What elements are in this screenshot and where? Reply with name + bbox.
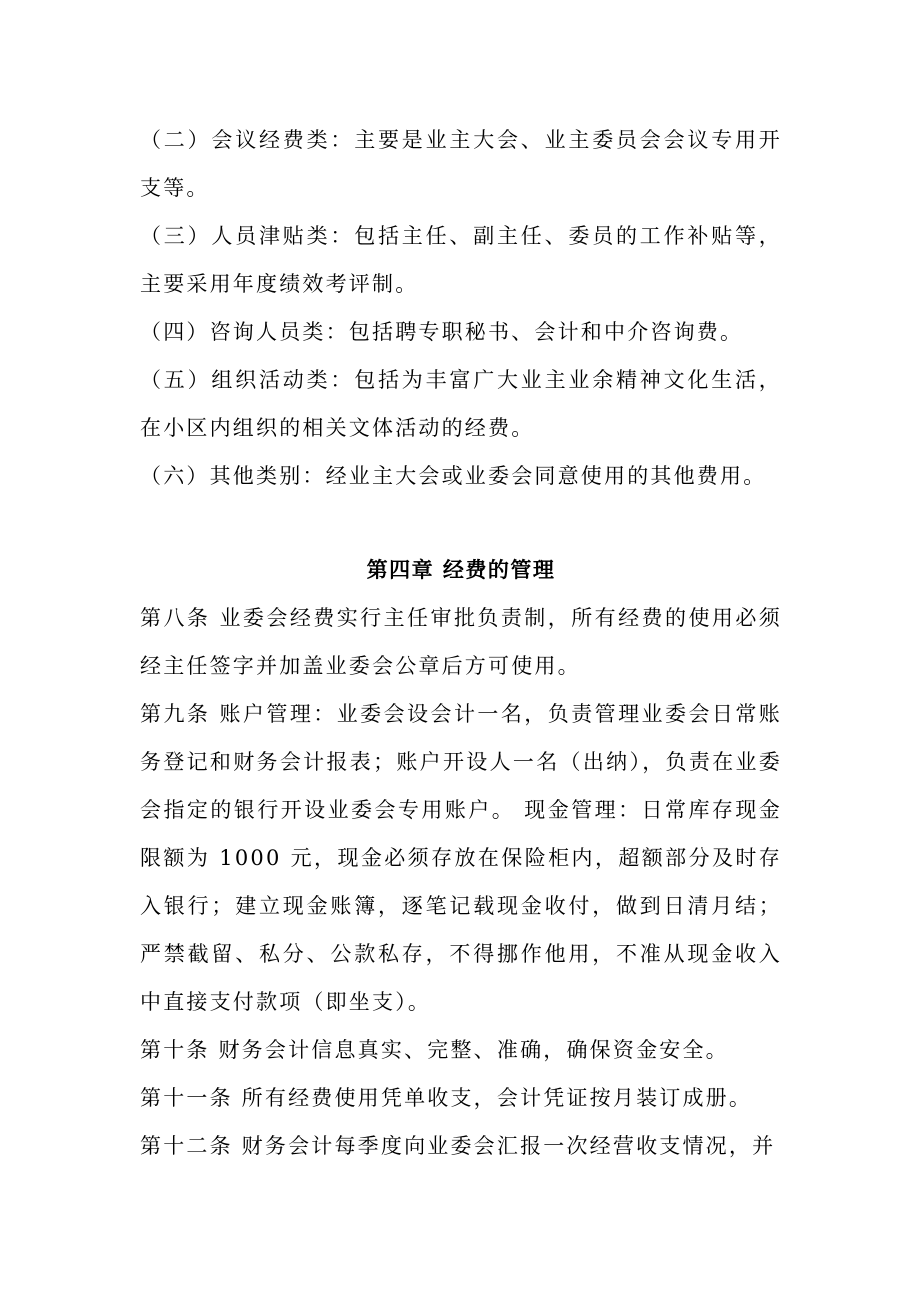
chapter-heading: 第四章 经费的管理 <box>366 557 556 582</box>
article-10: 第十条 财务会计信息真实、完整、准确，确保资金安全。 <box>140 1038 729 1062</box>
article-11: 第十一条 所有经费使用凭单收支，会计凭证按月装订成册。 <box>140 1086 753 1110</box>
list-item-other-categories: （六）其他类别：经业主大会或业委会同意使用的其他费用。 <box>140 464 767 488</box>
list-item-personnel-allowance: （三）人员津贴类：包括主任、副主任、委员的工作补贴等，主要采用年度绩效考评制。 <box>140 224 782 296</box>
list-item-organized-activities: （五）组织活动类：包括为丰富广大业主业余精神文化生活，在小区内组织的相关文体活动的经费。 <box>140 368 782 440</box>
document-body <box>140 116 782 1170</box>
article-9: 第九条 账户管理：业委会设会计一名，负责管理业委会日常账务登记和财务会计报表；账户开设人一名（出纳），负责在业委会指定的银行开设业委会专用账户。 现金管理：日常库存现金限额为 1000 元，现金必须存放在保险柜内，超额部分及时存入银行；建立现金账簿，逐笔记载现金收付，做到日清月结；严禁截留、私分、公款私存，不得挪作他用，不准从现金收入中直接支付款项（即坐支）。 <box>140 702 782 1014</box>
list-item-consulting-staff: （四）咨询人员类：包括聘专职秘书、会计和中介咨询费。 <box>140 320 744 344</box>
article-12: 第十二条 财务会计每季度向业委会汇报一次经营收支情况，并 <box>140 1134 776 1158</box>
list-item-meeting-expenses: （二）会议经费类：主要是业主大会、业主委员会会议专用开支等。 <box>140 128 782 200</box>
article-8: 第八条 业委会经费实行主任审批负责制，所有经费的使用必须经主任签字并加盖业委会公章后方可使用。 <box>140 606 782 678</box>
